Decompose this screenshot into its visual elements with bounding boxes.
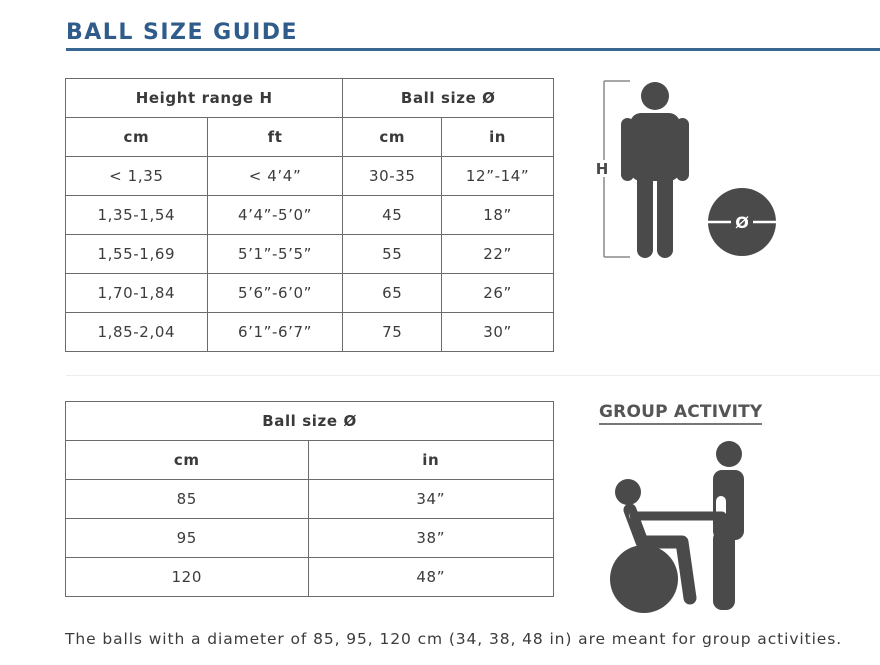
cell: 5’1”-5’5”: [207, 235, 343, 274]
cell: 18”: [442, 196, 554, 235]
standing-helper-icon: [713, 441, 744, 610]
unit-ft-height: ft: [207, 118, 343, 157]
table-row: [66, 313, 554, 352]
cell: 34”: [308, 480, 554, 519]
cell: 120: [66, 558, 309, 597]
ball-diameter-label: Ø: [735, 213, 749, 232]
table-row: [66, 558, 554, 597]
cell: 38”: [308, 519, 554, 558]
units-row: [66, 118, 554, 157]
units-row: [66, 441, 554, 480]
unit-in: in: [308, 441, 554, 480]
cell: 75: [343, 313, 442, 352]
cell: 30-35: [343, 157, 442, 196]
cell: 45: [343, 196, 442, 235]
group-size-table: [65, 401, 554, 597]
unit-cm-ball: cm: [343, 118, 442, 157]
cell: 22”: [442, 235, 554, 274]
cell: 48”: [308, 558, 554, 597]
height-range-header: Height range H: [66, 79, 343, 118]
cell: 5’6”-6’0”: [207, 274, 343, 313]
size-guide-table: [65, 78, 554, 352]
cell: 12”-14”: [442, 157, 554, 196]
cell: < 1,35: [66, 157, 208, 196]
cell: < 4’4”: [207, 157, 343, 196]
cell: 1,85-2,04: [66, 313, 208, 352]
unit-in-ball: in: [442, 118, 554, 157]
cell: 1,35-1,54: [66, 196, 208, 235]
cell: 85: [66, 480, 309, 519]
cell: 4’4”-5’0”: [207, 196, 343, 235]
table-header-row: [66, 79, 554, 118]
height-label: H: [596, 160, 609, 178]
table-row: [66, 480, 554, 519]
ball-size-header: Ball size Ø: [66, 402, 554, 441]
group-activity-icon: [600, 438, 760, 614]
table-row: [66, 196, 554, 235]
page-title: BALL SIZE GUIDE: [66, 20, 299, 45]
person-height-ball-icon: [596, 76, 786, 266]
table-row: [66, 235, 554, 274]
cell: 65: [343, 274, 442, 313]
ball-icon: [707, 188, 777, 256]
cell: 55: [343, 235, 442, 274]
table-row: [66, 274, 554, 313]
cell: 1,70-1,84: [66, 274, 208, 313]
section-divider: [66, 375, 880, 376]
cell: 1,55-1,69: [66, 235, 208, 274]
cell: 26”: [442, 274, 554, 313]
unit-cm-height: cm: [66, 118, 208, 157]
footnote: The balls with a diameter of 85, 95, 120 cm (34, 38, 48 in) are meant for group activities.: [65, 630, 843, 648]
standing-person-icon: [621, 82, 689, 258]
cell: 6’1”-6’7”: [207, 313, 343, 352]
table-row: [66, 519, 554, 558]
unit-cm: cm: [66, 441, 309, 480]
ball-size-header: Ball size Ø: [343, 79, 554, 118]
table-header-row: [66, 402, 554, 441]
cell: 30”: [442, 313, 554, 352]
group-activity-label: GROUP ACTIVITY: [599, 402, 762, 425]
table-row: [66, 157, 554, 196]
title-underline: [66, 48, 880, 51]
cell: 95: [66, 519, 309, 558]
